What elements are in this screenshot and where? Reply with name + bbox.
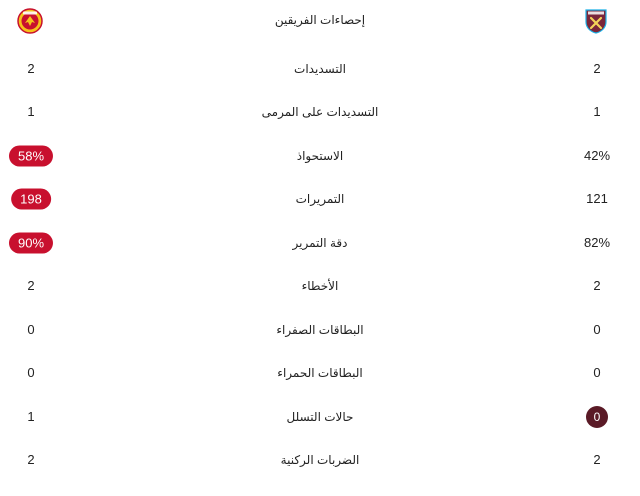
- home-leader-badge: 90%: [9, 232, 53, 253]
- stat-row: [0, 395, 640, 439]
- stat-label: التسديدات: [294, 61, 346, 76]
- away-stat-value: [593, 364, 600, 382]
- away-stat-value: [593, 451, 600, 469]
- west-ham-crest-icon: [583, 8, 609, 34]
- away-value-text: 0: [593, 321, 601, 337]
- home-value-text: 0: [27, 321, 35, 337]
- away-stat-value: [593, 103, 600, 121]
- home-value-text: 2: [27, 278, 35, 294]
- away-stat-value: [586, 190, 608, 208]
- stat-label: دقة التمرير: [292, 235, 348, 250]
- away-value-text: 2: [593, 452, 601, 468]
- stat-label: التمريرات: [295, 192, 345, 207]
- stat-label: الأخطاء: [301, 279, 339, 294]
- stat-label: حالات التسلل: [286, 409, 354, 424]
- stat-row: [0, 265, 640, 309]
- away-stat-value: [593, 277, 600, 295]
- away-stat-value: [593, 60, 600, 78]
- home-value-text: 1: [27, 104, 35, 120]
- home-value-text: 2: [27, 452, 35, 468]
- stats-list: [0, 47, 640, 482]
- stat-row: [0, 221, 640, 265]
- stat-label: التسديدات على المرمى: [261, 105, 379, 120]
- page-title: إحصاءات الفريقين: [274, 13, 366, 27]
- stat-label: الضربات الركنية: [280, 453, 360, 468]
- stat-row: [0, 439, 640, 483]
- away-value-text: 1: [593, 104, 601, 120]
- stat-row: [0, 134, 640, 178]
- stat-row: [0, 308, 640, 352]
- home-value-text: 2: [27, 60, 35, 76]
- stat-row: [0, 47, 640, 91]
- away-stat-value: [593, 321, 600, 339]
- away-leader-badge: 0: [586, 406, 608, 428]
- stat-label: الاستحواذ: [296, 148, 344, 163]
- stat-label: البطاقات الحمراء: [277, 366, 363, 381]
- home-leader-badge: 58%: [9, 145, 53, 166]
- away-stat-value: [586, 406, 608, 428]
- home-leader-badge: 198: [11, 189, 51, 210]
- stat-label: البطاقات الصفراء: [276, 322, 364, 337]
- away-value-text: 82%: [583, 234, 611, 250]
- away-value-text: 0: [593, 365, 601, 381]
- away-value-text: 121: [586, 191, 608, 207]
- home-value-text: 1: [27, 408, 35, 424]
- home-value-text: 0: [27, 365, 35, 381]
- away-stat-value: [584, 234, 610, 252]
- stat-row: [0, 178, 640, 222]
- away-value-text: 42%: [583, 147, 611, 163]
- stat-row: [0, 352, 640, 396]
- away-value-text: 2: [593, 60, 601, 76]
- away-stat-value: [584, 147, 610, 165]
- stats-header: [0, 0, 640, 40]
- stat-row: [0, 91, 640, 135]
- away-value-text: 2: [593, 278, 601, 294]
